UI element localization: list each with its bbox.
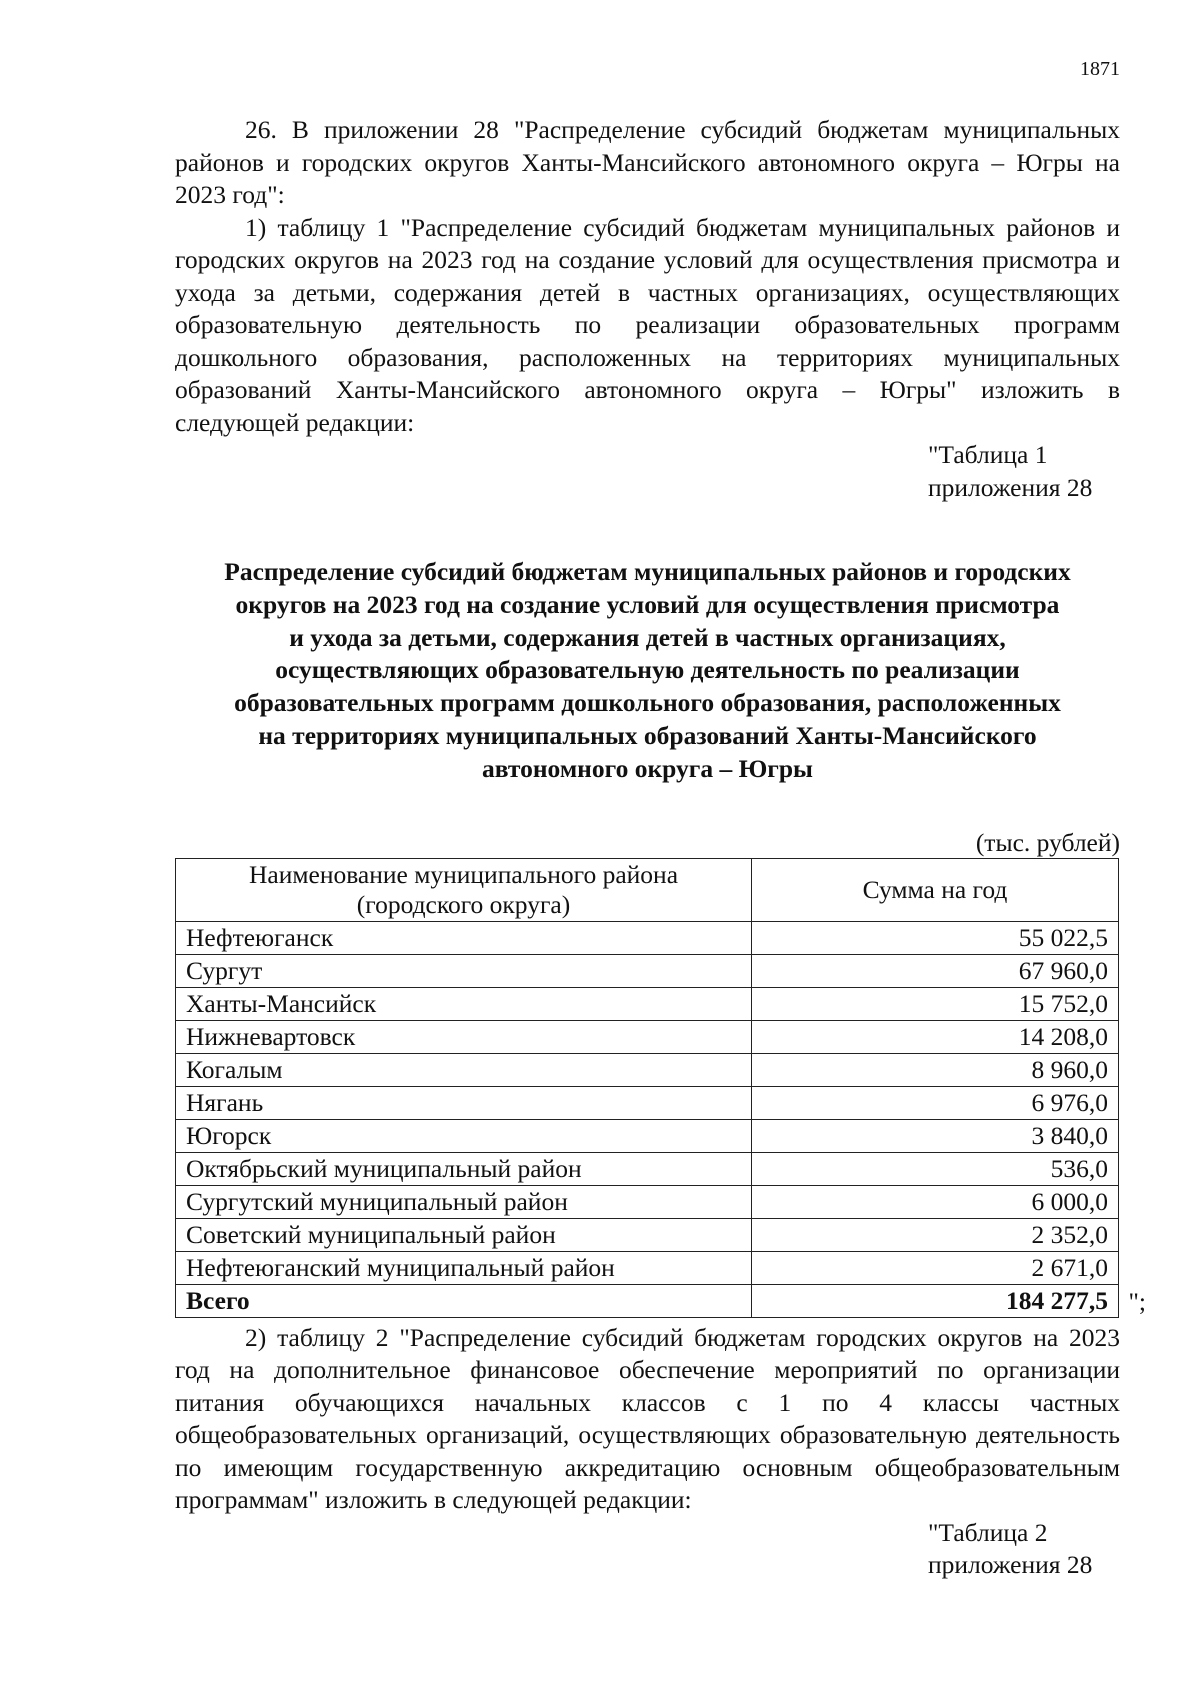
table-row — [176, 1119, 1119, 1152]
row-amount: 55 022,5 — [752, 921, 1119, 954]
row-amount: 2 352,0 — [752, 1218, 1119, 1251]
header-name-cell — [176, 858, 752, 921]
subsidy-table — [175, 858, 1119, 1318]
header-name-line1: Наименование муниципального района — [248, 859, 679, 889]
table-row — [176, 954, 1119, 987]
row-amount: 6 976,0 — [752, 1086, 1119, 1119]
row-amount: 6 000,0 — [752, 1185, 1119, 1218]
table1-title — [175, 556, 1120, 786]
item-1-text: 1) таблицу 1 "Распределение субсидий бюджетам муниципальных районов и городских округов на 2023 год на создание условий для осуществления присмотра и ухода за детьми, содержания детей в частных организациях, осуществляющих образовательную деятельность по реализации образовательных программ дошкольного образования, расположенных на территориях муниципальных образований Ханты-Мансийского автономного округа – Югры" изложить в следующей редакции: — [175, 212, 1120, 437]
row-name: Сургутский муниципальный район — [176, 1185, 752, 1218]
table-row — [176, 921, 1119, 954]
row-amount: 3 840,0 — [752, 1119, 1119, 1152]
header-name-line2: (городского округа) — [356, 889, 571, 919]
row-amount: 14 208,0 — [752, 1020, 1119, 1053]
row-name: Советский муниципальный район — [176, 1218, 752, 1251]
row-name: Сургут — [176, 954, 752, 987]
table1-title-line: округов на 2023 год на создание условий для осуществления присмотра — [235, 589, 1060, 619]
row-amount: 8 960,0 — [752, 1053, 1119, 1086]
table1-caption-line1: "Таблица 1 — [928, 440, 1048, 469]
total-name: Всего — [176, 1284, 752, 1317]
row-name: Нефтеюганский муниципальный район — [176, 1251, 752, 1284]
table2-caption-line2: приложения 28 — [928, 1550, 1093, 1580]
units-label: (тыс. рублей) — [975, 827, 1120, 857]
table1-title-line: на территориях муниципальных образований Ханты-Мансийского — [258, 720, 1037, 750]
table-row — [176, 987, 1119, 1020]
row-name: Нижневартовск — [176, 1020, 752, 1053]
row-amount: 536,0 — [752, 1152, 1119, 1185]
row-name: Нефтеюганск — [176, 921, 752, 954]
table1-title-line: и ухода за детьми, содержания детей в частных организациях, — [289, 622, 1006, 652]
table-row — [176, 1053, 1119, 1086]
table1-wrapper — [175, 858, 1146, 1318]
table1-title-line: Распределение субсидий бюджетам муниципальных районов и городских — [224, 557, 1071, 586]
table-row — [176, 1020, 1119, 1053]
table1-caption-line2: приложения 28 — [928, 472, 1093, 502]
table-row — [176, 1152, 1119, 1185]
row-name: Югорск — [176, 1119, 752, 1152]
table1-title-line: образовательных программ дошкольного образования, расположенных — [234, 688, 1061, 718]
table2-caption — [175, 1517, 1120, 1582]
table2-caption-line1: "Таблица 2 — [928, 1517, 1048, 1547]
row-amount: 2 671,0 — [752, 1251, 1119, 1284]
table-header-row — [176, 858, 1119, 921]
row-name: Ханты-Мансийск — [176, 987, 752, 1020]
document-body — [175, 114, 1146, 1582]
table-closing-quote: "; — [1128, 1286, 1146, 1316]
paragraph-26: 26. В приложении 28 "Распределение субсидий бюджетам муниципальных районов и городских округов Ханты-Мансийского автономного округа – Югры на 2023 год": — [175, 115, 1120, 209]
table1-title-line: автономного округа – Югры — [482, 753, 813, 783]
row-name: Когалым — [176, 1053, 752, 1086]
table1-title-line: осуществляющих образовательную деятельность по реализации — [275, 655, 1020, 685]
table1-caption — [175, 439, 1120, 504]
table-row — [176, 1185, 1119, 1218]
item-2-text: 2) таблицу 2 "Распределение субсидий бюджетам городских округов на 2023 год на дополнительное финансовое обеспечение мероприятий по организации питания обучающихся начальных классов с 1 по 4 классы частных общеобразовательных организаций, осуществляющих образовательную деятельность по имеющим государственную аккредитацию основным общеобразовательным программам" изложить в следующей редакции: — [175, 1322, 1120, 1515]
total-amount: 184 277,5 — [752, 1284, 1119, 1317]
row-name: Октябрьский муниципальный район — [176, 1152, 752, 1185]
header-amount-cell: Сумма на год — [752, 858, 1119, 921]
page-number: 1871 — [1080, 58, 1120, 80]
row-name: Нягань — [176, 1086, 752, 1119]
table-row — [176, 1086, 1119, 1119]
table-row — [176, 1218, 1119, 1251]
table-row — [176, 1251, 1119, 1284]
row-amount: 15 752,0 — [752, 987, 1119, 1020]
table-total-row — [176, 1284, 1119, 1317]
row-amount: 67 960,0 — [752, 954, 1119, 987]
